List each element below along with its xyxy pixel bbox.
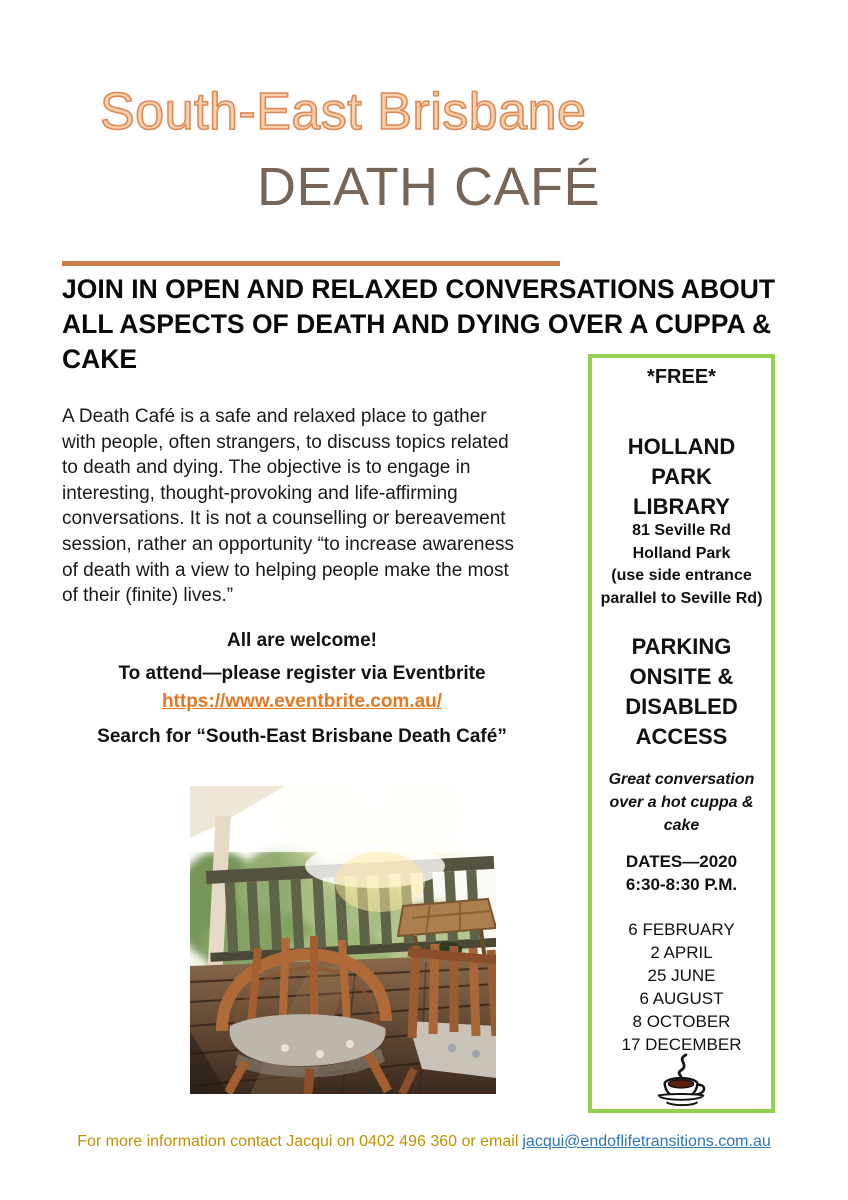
intro-line: conversations. It is not a counselling or bereavement [62, 508, 506, 530]
address-line: 81 Seville Rd [632, 522, 731, 539]
parking-line: ACCESS [635, 724, 728, 749]
headline-line: CAKE [62, 344, 138, 374]
intro-line: interesting, thought-provoking and life-affirming [62, 482, 458, 504]
event-date: 2 APRIL [650, 943, 713, 962]
event-date: 17 DECEMBER [621, 1035, 742, 1054]
event-date: 8 OCTOBER [632, 1012, 731, 1031]
footer-contact-text: For more information contact Jacqui on 0402 496 360 or email [77, 1133, 519, 1150]
intro-line: A Death Café is a safe and relaxed place to gather [62, 406, 487, 427]
flyer-title-line1: South-East Brisbane [100, 83, 587, 141]
headline-line: ALL ASPECTS OF DEATH AND DYING OVER A CUPPA & [62, 309, 772, 339]
event-date: 25 JUNE [647, 966, 716, 985]
venue-line: LIBRARY [633, 494, 730, 519]
event-dates [592, 918, 771, 1056]
intro-line: with people, often strangers, to discuss topics related [62, 431, 509, 453]
venue-line: HOLLAND [627, 434, 736, 459]
coffee-cup-icon [651, 1052, 713, 1108]
intro-paragraph [62, 404, 514, 609]
intro-line: of death with a view to helping people make the most [62, 559, 509, 581]
note-line: cake [663, 817, 700, 834]
parking-line: ONSITE & [629, 664, 734, 689]
venue-photo [190, 786, 496, 1094]
coffee-cup-wrap [592, 1052, 771, 1113]
parking-info [592, 632, 771, 752]
info-box [588, 354, 775, 1113]
footer-text [0, 1133, 848, 1151]
flyer-title-line2: DEATH CAFÉ [257, 157, 601, 217]
search-text: Search for “South-East Brisbane Death Café” [97, 726, 507, 747]
note-line: Great conversation [608, 771, 755, 788]
welcome-text: All are welcome! [227, 630, 377, 651]
address-line: (use side entrance [611, 567, 752, 584]
headline-line: JOIN IN OPEN AND RELAXED CONVERSATIONS ABOUT [62, 274, 776, 304]
event-date: 6 AUGUST [639, 989, 724, 1008]
tagline-note [592, 768, 771, 837]
address-line: parallel to Seville Rd) [600, 589, 763, 607]
intro-line: session, rather an opportunity “to increase awareness [62, 533, 515, 555]
parking-line: PARKING [631, 634, 732, 659]
title-divider [62, 261, 560, 266]
note-line: over a hot cuppa & [609, 794, 754, 811]
venue-address [592, 520, 771, 610]
dates-header: DATES—2020 [625, 852, 738, 871]
intro-line: of their (finite) lives.” [62, 585, 234, 607]
contact-email-link[interactable]: jacqui@endoflifetransitions.com.au [522, 1133, 771, 1150]
eventbrite-link[interactable]: https://www.eventbrite.com.au/ [161, 691, 443, 712]
intro-line: to death and dying. The objective is to engage in [62, 457, 471, 479]
event-date: 6 FEBRUARY [628, 920, 735, 939]
free-badge: *FREE* [647, 366, 716, 388]
venue-name [592, 432, 771, 522]
address-line: Holland Park [632, 544, 731, 562]
register-text: To attend—please register via Eventbrite [118, 663, 486, 684]
session-time: 6:30-8:30 P.M. [625, 875, 738, 894]
parking-line: DISABLED [625, 694, 738, 719]
venue-line: PARK [651, 464, 712, 489]
